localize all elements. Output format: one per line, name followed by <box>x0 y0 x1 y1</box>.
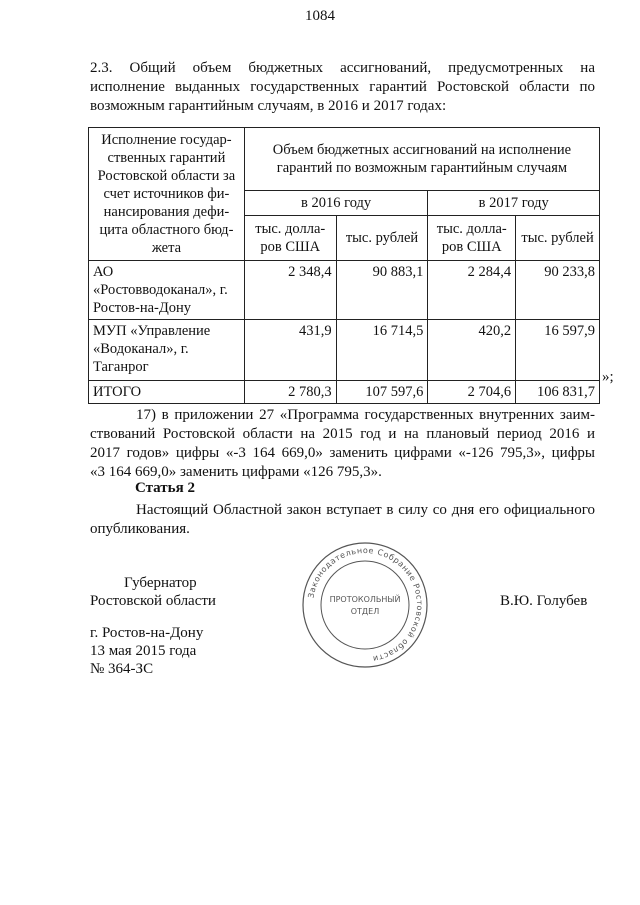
cell-2017-usd: 420,2 <box>428 320 516 381</box>
signatory-title-line2: Ростовской области <box>90 593 216 609</box>
amendment-paragraph <box>90 406 595 482</box>
row-name: АО «Ростовводоканал», г. Ростов-на-Дону <box>89 261 245 320</box>
unit-usd-header: тыс. долла-ров США <box>244 216 336 261</box>
cell-2016-rub: 90 883,1 <box>336 261 428 320</box>
intro-line: возможным гарантийным случаям, в 2016 и 2017 годах: <box>90 98 447 114</box>
amend-line: 17) в приложении 27 «Программа государственных внутренних заим- <box>136 407 595 423</box>
place: г. Ростов-на-Дону <box>90 625 204 641</box>
svg-text:ОТДЕЛ: ОТДЕЛ <box>350 607 380 616</box>
article-title: Статья 2 <box>135 480 195 496</box>
table-row <box>89 261 600 320</box>
unit-usd-header: тыс. долла-ров США <box>428 216 516 261</box>
cell-2016-usd: 431,9 <box>244 320 336 381</box>
svg-text:Законодательное Собрание Росто: Законодательное Собрание Ростовской области <box>306 545 425 664</box>
row-name: МУП «Управление «Водоканал», г. Таганрог <box>89 320 245 381</box>
final-line: опубликования. <box>90 521 190 537</box>
header-line: Ростовской области за <box>97 168 236 184</box>
header-line: счет источников фи- <box>103 186 230 202</box>
cell-2017-rub: 90 233,8 <box>516 261 600 320</box>
intro-line: 2.3. Общий объем бюджетных ассигнований, предусмотренных на <box>90 60 595 76</box>
unit-rub-header: тыс. рублей <box>336 216 428 261</box>
total-2016-rub: 107 597,6 <box>336 381 428 404</box>
table-total-row <box>89 381 600 404</box>
law-number: № 364-ЗС <box>90 661 154 677</box>
total-2017-rub: 106 831,7 <box>516 381 600 404</box>
cell-2017-usd: 2 284,4 <box>428 261 516 320</box>
cell-2017-rub: 16 597,9 <box>516 320 600 381</box>
intro-paragraph <box>90 59 595 116</box>
year-2016-header: в 2016 году <box>244 191 428 216</box>
header-line: жета <box>151 240 182 256</box>
budget-table <box>88 127 600 404</box>
cell-2016-rub: 16 714,5 <box>336 320 428 381</box>
table-header-first-col <box>89 128 245 261</box>
signatory-name: В.Ю. Голубев <box>500 593 588 609</box>
page-number: 1084 <box>305 8 335 24</box>
header-line: цита областного бюд- <box>99 222 234 238</box>
table-header-row <box>89 128 600 191</box>
header-line: Исполнение государ- <box>101 132 232 148</box>
intro-line: исполнение выданных государственных гарантий Ростовской области по <box>90 79 595 95</box>
official-stamp <box>300 540 430 670</box>
header-line: нансирования дефи- <box>103 204 230 220</box>
amend-line: ствований Ростовской области на 2015 год и на плановый период 2016 и <box>90 426 595 442</box>
amend-line: «3 164 669,0» заменить цифрами «126 795,3». <box>90 464 382 480</box>
total-2016-usd: 2 780,3 <box>244 381 336 404</box>
header-line: ственных гарантий <box>107 150 226 166</box>
place-date-block <box>90 624 203 678</box>
total-2017-usd: 2 704,6 <box>428 381 516 404</box>
table-group-header: Объем бюджетных ассигнований на исполнение гарантий по возможным гарантийным случаям <box>244 128 599 191</box>
final-line: Настоящий Областной закон вступает в силу со дня его официального <box>136 502 595 518</box>
table-row <box>89 320 600 381</box>
table-closing-quote: »; <box>602 369 614 385</box>
unit-rub-header: тыс. рублей <box>516 216 600 261</box>
date: 13 мая 2015 года <box>90 643 197 659</box>
amend-line: 2017 годов» цифры «-3 164 669,0» заменить цифрами «-126 795,3», цифры <box>90 445 595 461</box>
final-paragraph <box>90 501 595 539</box>
cell-2016-usd: 2 348,4 <box>244 261 336 320</box>
signatory-title-line1: Губернатор <box>124 575 197 591</box>
total-label: ИТОГО <box>89 381 245 404</box>
svg-text:ПРОТОКОЛЬНЫЙ: ПРОТОКОЛЬНЫЙ <box>329 595 401 604</box>
year-2017-header: в 2017 году <box>428 191 600 216</box>
